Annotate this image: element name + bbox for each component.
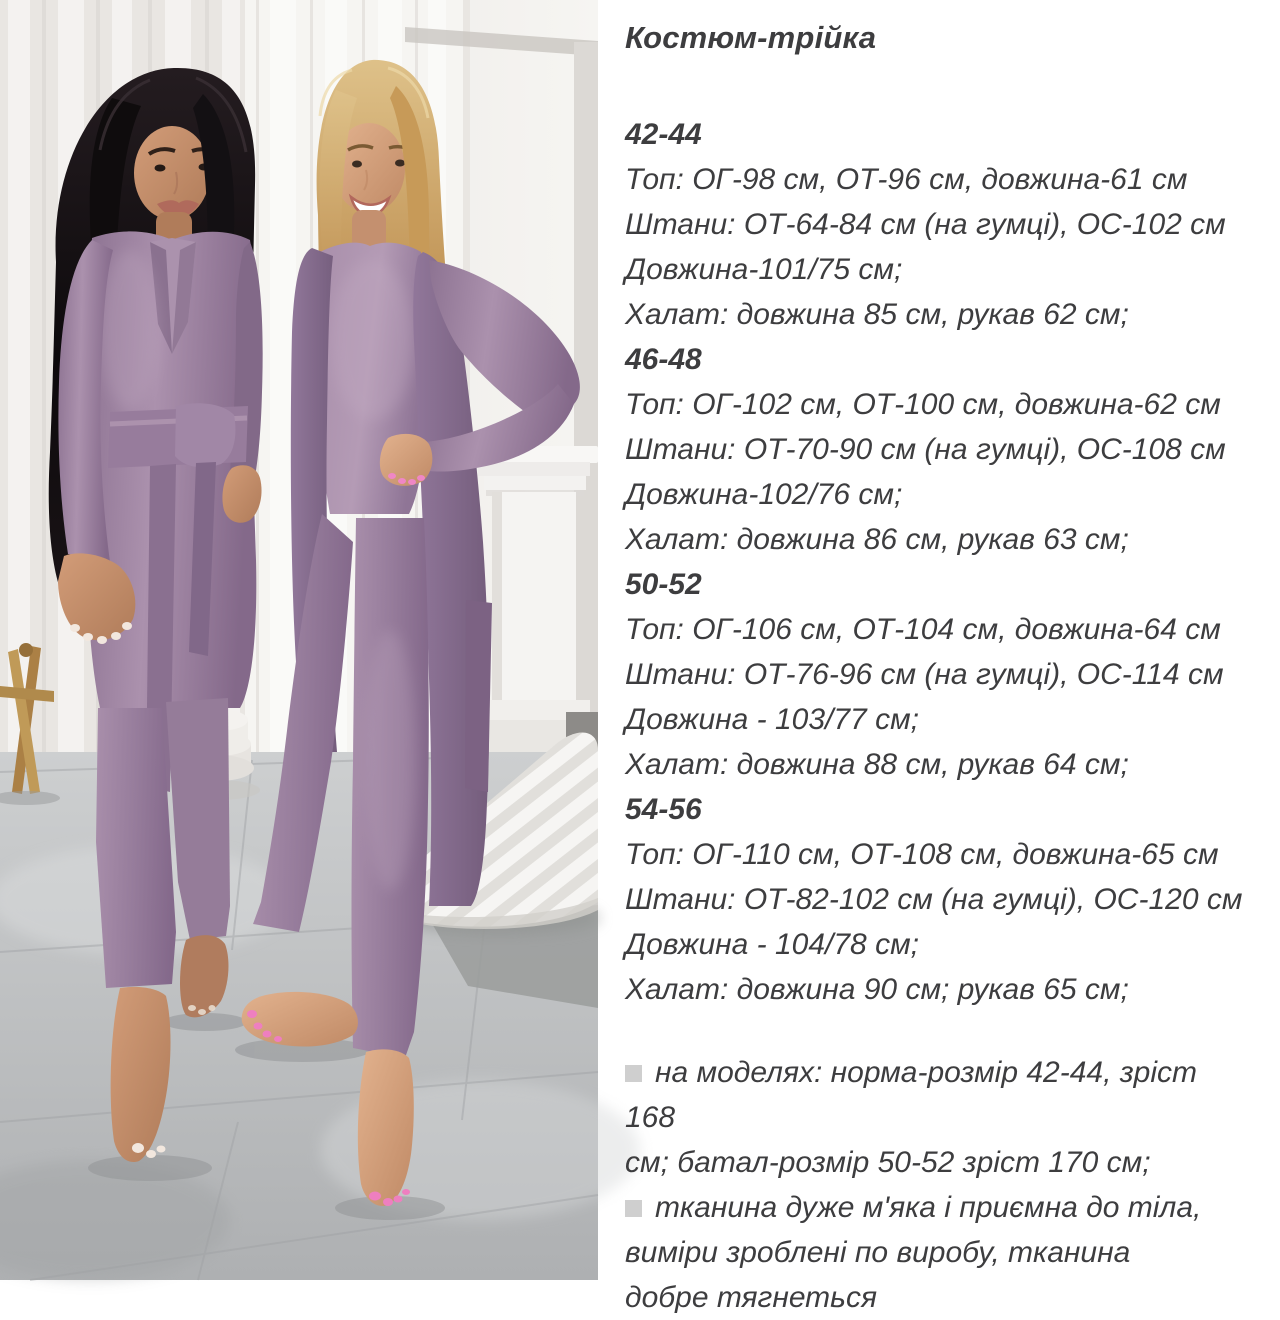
size-spec-line: Топ: ОГ-110 см, ОТ-108 см, довжина-65 см	[625, 838, 1219, 871]
size-list	[625, 112, 1254, 1012]
bullet-square-icon	[625, 1200, 642, 1217]
size-spec-line: Штани: ОТ-76-96 см (на гумці), ОС-114 см	[625, 658, 1224, 691]
note-text: на моделях: норма-розмір 42-44, зріст 168	[625, 1056, 1198, 1134]
size-spec-line: Топ: ОГ-102 см, ОТ-100 см, довжина-62 см	[625, 388, 1221, 421]
note-line: см; батал-розмір 50-52 зріст 170 см;	[625, 1146, 1151, 1179]
right-model-belt-tail	[465, 600, 492, 792]
size-spec-line: Довжина-101/75 см;	[625, 253, 903, 286]
size-spec-line: Топ: ОГ-106 см, ОТ-104 см, довжина-64 см	[625, 613, 1221, 646]
right-model-foot-left	[242, 992, 358, 1047]
size-label: 54-56	[625, 793, 702, 826]
bullet-square-icon	[625, 1065, 642, 1082]
note-item	[625, 1050, 1254, 1185]
size-block	[625, 337, 1254, 562]
size-spec-line: Довжина - 104/78 см;	[625, 928, 919, 961]
left-model-pants-leg1	[96, 708, 176, 988]
size-info-panel	[598, 0, 1280, 1314]
size-spec-line: Халат: довжина 85 см, рукав 62 см;	[625, 298, 1129, 331]
size-block	[625, 112, 1254, 337]
note-line: добре тягнеться	[625, 1281, 877, 1314]
size-label: 42-44	[625, 118, 702, 151]
size-spec-line: Довжина-102/76 см;	[625, 478, 903, 511]
size-spec-line: Штани: ОТ-82-102 см (на гумці), ОС-120 см	[625, 883, 1243, 916]
size-spec-line: Халат: довжина 88 см, рукав 64 см;	[625, 748, 1129, 781]
note-line: виміри зроблені по виробу, тканина	[625, 1236, 1131, 1269]
note-text: тканина дуже м'яка і приємна до тіла,	[655, 1191, 1202, 1224]
note-line	[625, 1050, 1254, 1140]
size-spec-line: Штани: ОТ-70-90 см (на гумці), ОС-108 см	[625, 433, 1226, 466]
size-spec-line: Халат: довжина 86 см, рукав 63 см;	[625, 523, 1129, 556]
size-spec-line: Халат: довжина 90 см; рукав 65 см;	[625, 973, 1129, 1006]
product-title: Костюм-трійка	[625, 20, 877, 55]
size-spec-line: Штани: ОТ-64-84 см (на гумці), ОС-102 см	[625, 208, 1226, 241]
notes-section	[625, 1050, 1254, 1320]
size-block	[625, 787, 1254, 1012]
product-photo-illustration	[0, 0, 598, 1280]
size-block	[625, 562, 1254, 787]
size-label: 46-48	[625, 343, 702, 376]
product-photo	[0, 0, 598, 1280]
size-spec-line: Топ: ОГ-98 см, ОТ-96 см, довжина-61 см	[625, 163, 1188, 196]
left-model-belt-knot	[175, 403, 235, 467]
note-item	[625, 1185, 1254, 1320]
size-spec-line: Довжина - 103/77 см;	[625, 703, 919, 736]
note-line	[625, 1185, 1254, 1230]
size-label: 50-52	[625, 568, 702, 601]
